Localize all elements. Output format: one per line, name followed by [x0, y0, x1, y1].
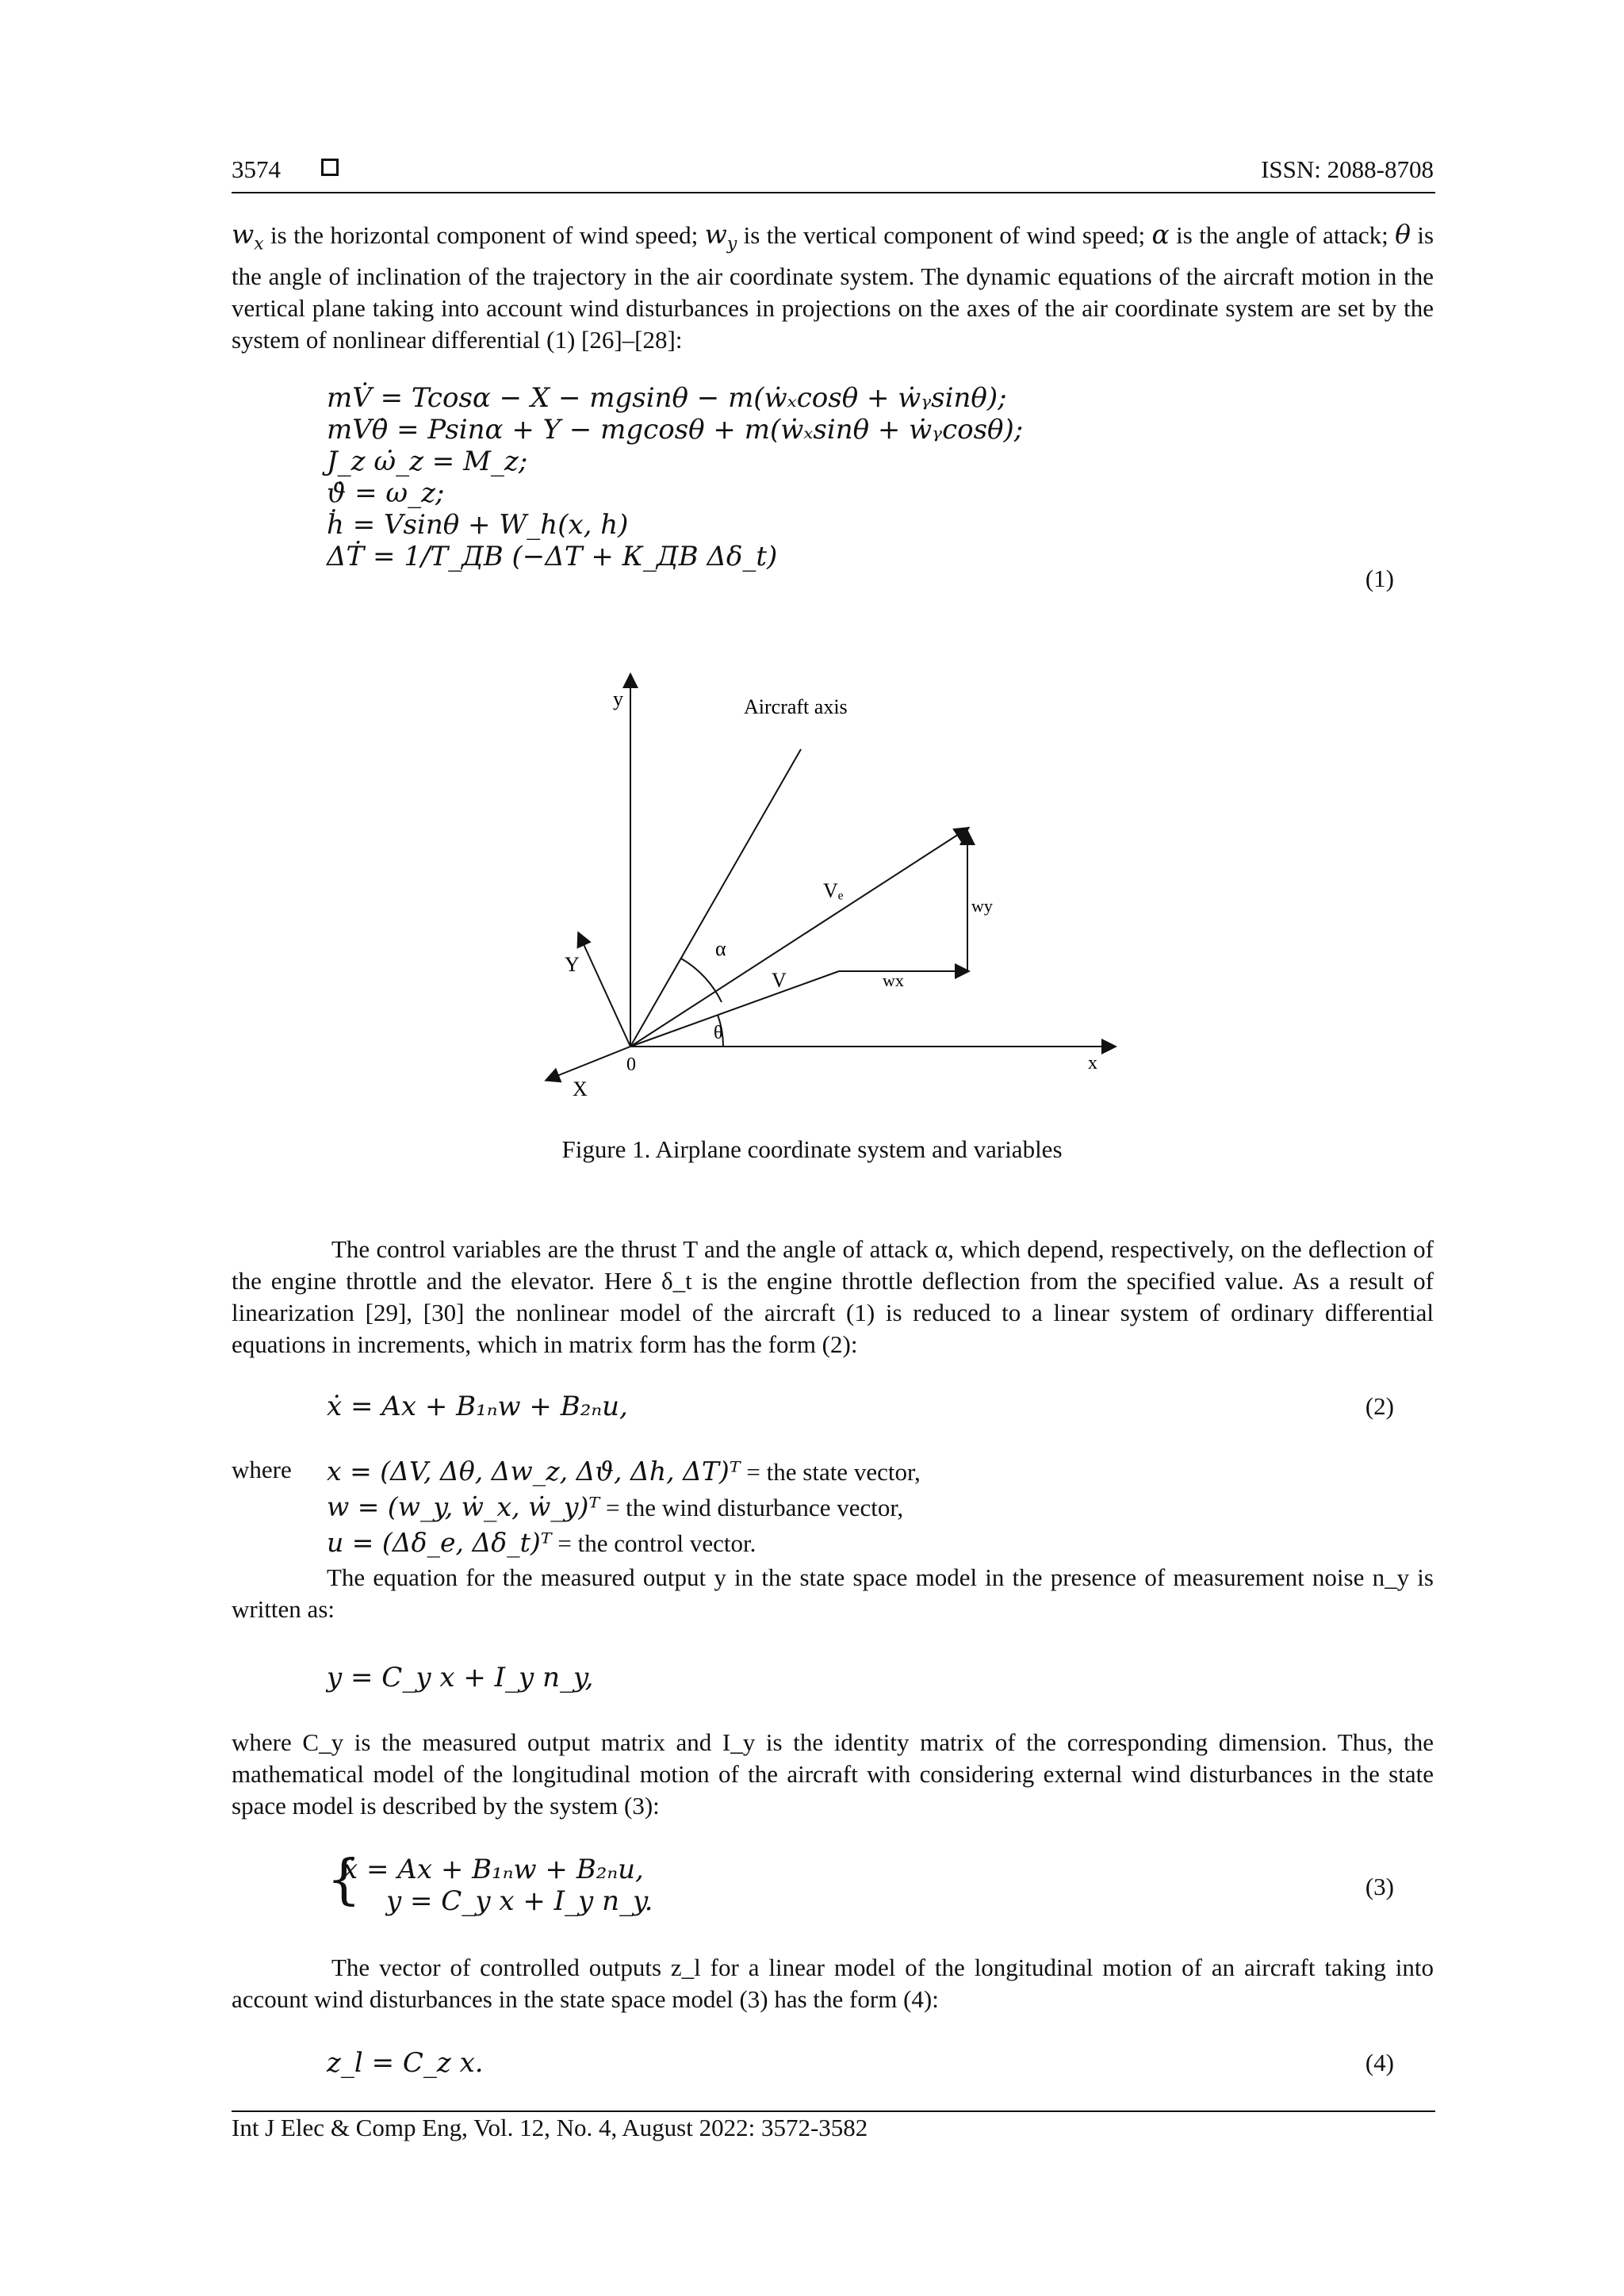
aircraft-axis-line: [630, 749, 801, 1047]
equation-3-brace: {: [327, 1849, 362, 1911]
label-Y: Y: [565, 953, 580, 976]
footer-citation: Int J Elec & Comp Eng, Vol. 12, No. 4, August 2022: 3572-3582: [232, 2114, 868, 2141]
equation-3-line-2: y = C_y x + I_y n_y.: [386, 1885, 653, 1917]
equation-1-line-4: ϑ̇ = ω_z;: [327, 477, 445, 509]
header-rule: [232, 192, 1435, 193]
equation-2-number: (2): [1365, 1392, 1394, 1420]
v-vector: [630, 971, 839, 1047]
equation-3-block: [343, 1854, 653, 1917]
equation-y: y = C_y x + I_y n_y,: [327, 1662, 594, 1693]
footer-rule: [232, 2110, 1435, 2112]
figure-1-caption: Figure 1. Airplane coordinate system and variables: [561, 1135, 1063, 1163]
label-origin: 0: [626, 1054, 636, 1075]
label-x: x: [1088, 1053, 1097, 1073]
theta-symbol: θ: [1395, 219, 1411, 250]
issn: ISSN: 2088-8708: [1261, 155, 1434, 183]
equation-1-line-1: mV̇ = Tcosα − X − mgsinθ − m(ẇₓcosθ + ẇᵧsinθ);: [327, 382, 1007, 414]
X-axis-line: [547, 1047, 630, 1080]
label-alpha: α: [715, 937, 726, 960]
paragraph-3: The equation for the measured output y in the state space model in the presence of measurement noise n_y is written as:: [232, 1563, 1434, 1623]
page-number: 3574: [232, 155, 281, 183]
equation-1-line-6: ΔṪ = 1/Т_ДВ (−ΔT + К_ДВ Δδ_t): [327, 541, 778, 572]
label-wy: wy: [971, 896, 993, 916]
label-aircraft-axis: Aircraft axis: [744, 695, 848, 718]
paragraph-5: The vector of controlled outputs z_l for a linear model of the longitudinal motion of an aircraft taking into account wind disturbances in the state space model (3) has the form (4):: [232, 1954, 1434, 2013]
equation-2: ẋ = Ax + B₁ₙw + B₂ₙu,: [327, 1391, 628, 1422]
label-y: y: [613, 687, 623, 710]
square-icon: [321, 159, 339, 176]
paragraph-4: where C_y is the measured output matrix and I_y is the identity matrix of the corresponding dimension. Thus, the mathematical model of the longitudinal motion of the aircraft with considering external wind disturbances in the state space model is described by the system (3):: [232, 1728, 1434, 1820]
w-definition: w = (w_y, ẇ_x, ẇ_y)ᵀ = the wind disturbance vector,: [327, 1491, 904, 1522]
where-definitions: [327, 1454, 921, 1561]
alpha-arc: [681, 959, 722, 1002]
equation-3-number: (3): [1365, 1873, 1394, 1900]
x-definition: x = (ΔV, Δθ, Δw_z, Δϑ, Δh, ΔT)ᵀ = the state vector,: [327, 1456, 921, 1487]
paragraph-2: The control variables are the thrust T and the angle of attack α, which depend, respectively, on the deflection of the engine throttle and the elevator. Here δ_t is the engine throttle deflection from the specified value. As a result of linearization [29], [30] the nonlinear model of the aircraft (1) is reduced to a linear system of ordinary differential equations in increments, which in matrix form has the form (2):: [232, 1235, 1434, 1358]
ve-vector: [630, 828, 967, 1047]
equation-4: z_l = C_z x.: [327, 2047, 484, 2079]
equation-3-line-1: ẋ = Ax + B₁ₙw + B₂ₙu,: [343, 1854, 644, 1885]
equation-1-line-2: mVθ̇ = Psinα + Y − mgcosθ + m(ẇₓsinθ + ẇᵧcosθ);: [327, 414, 1024, 446]
label-X: X: [573, 1077, 588, 1100]
equation-4-number: (4): [1365, 2049, 1394, 2076]
alpha-symbol: α: [1151, 219, 1170, 250]
paragraph-1: $w_x$ is the horizontal component of wind speed; $w_y$ is the vertical component of wind speed; α is the angle of attack; θ is the angle of inclination of the trajectory in the air coordinate system. The dynamic equations of the aircraft motion in the vertical plane taking into account wind disturbances in projections on the axes of the air coordinate system are set by the system of nonlinear differential (1) [26]–[28]:: [232, 219, 1434, 354]
label-ve: Vₑ: [823, 879, 844, 902]
where-label: where: [232, 1456, 292, 1483]
label-theta: θ: [714, 1023, 723, 1043]
wx-symbol: $w_x$: [232, 219, 264, 254]
equation-1-line-5: ḣ = Vsinθ + W_h(x, h): [327, 509, 629, 541]
equation-1-line-3: J_z ω̇_z = M_z;: [327, 446, 528, 477]
Y-axis-line: [579, 934, 630, 1047]
figure-1: [523, 666, 1126, 1110]
equation-1-number: (1): [1365, 564, 1394, 592]
equation-1-block: [327, 382, 1023, 572]
u-definition: u = (Δδ_e, Δδ_t)ᵀ = the control vector.: [327, 1527, 756, 1558]
label-V: V: [772, 969, 787, 992]
wy-symbol: $w_y$: [704, 219, 737, 254]
label-wx: wx: [883, 970, 904, 990]
